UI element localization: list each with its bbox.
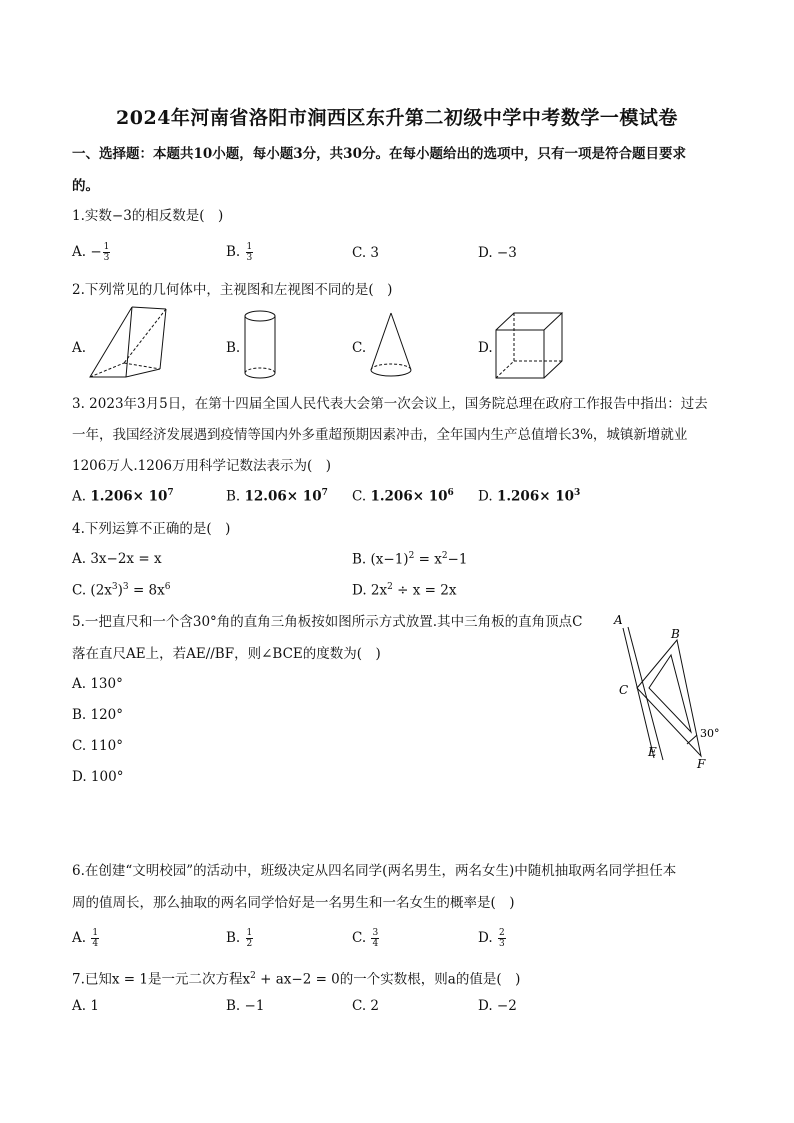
- q4-stem: 4.下列运算不正确的是( ): [72, 521, 231, 537]
- q4-option-d: D. $2x^2 \div x = 2x$: [352, 582, 457, 599]
- q4-option-c: C. $(2x^3)^3 = 8x^6$: [72, 582, 171, 599]
- q3-stem-line1: 3. 2023年3月5日，在第十四届全国人民代表大会第一次会议上，国务院总理在政府工作报告中指出：过去: [72, 396, 708, 412]
- q2-stem: 2.下列常见的几何体中，主视图和左视图不同的是( ): [72, 282, 393, 298]
- q3-option-d: D. $1.206\times 10^3$: [478, 488, 581, 505]
- q7-option-a: A. 1: [72, 998, 99, 1014]
- q2-option-d: D.: [478, 340, 493, 356]
- q6-option-a: A. $\frac{1}{4}$: [72, 928, 99, 949]
- q3-option-c: C. $1.206\times 10^6$: [352, 488, 454, 505]
- q5-stem-line2: 落在直尺AE上，若AE//BF，则∠BCE的度数为( ): [72, 646, 381, 662]
- q6-option-d: D. $\frac{2}{3}$: [478, 928, 505, 949]
- q7-option-b: B. −1: [226, 998, 265, 1014]
- q6-stem-line1: 6.在创建“文明校园”的活动中，班级决定从四名同学(两名男生，两名女生)中随机抽取两名同学担任本: [72, 863, 677, 879]
- ruler-triangle-figure: [605, 610, 730, 778]
- fig-label-e: E: [648, 745, 657, 759]
- q7-option-c: C. 2: [352, 998, 380, 1014]
- q2-option-a: A.: [72, 340, 87, 356]
- q4-option-b: B. $(x-1)^2 = x^2-1$: [352, 551, 468, 568]
- q1-option-b: B. $\frac{1}{3}$: [226, 242, 253, 263]
- fig-angle-label: 30°: [700, 727, 720, 740]
- q1-stem: 1.实数−3的相反数是( ): [72, 208, 224, 224]
- q5-option-c: C. 110°: [72, 738, 123, 754]
- q3-stem-line2: 一年，我国经济发展遇到疫情等国内外多重超预期因素冲击，全年国内生产总值增长3%，城镇新增就业: [72, 427, 688, 443]
- q7-option-d: D. −2: [478, 998, 517, 1014]
- fig-label-a: A: [614, 613, 623, 627]
- q5-stem-line1: 5.一把直尺和一个含30°角的直角三角板按如图所示方式放置.其中三角板的直角顶点C: [72, 614, 583, 630]
- q5-option-d: D. 100°: [72, 769, 124, 785]
- section-header-line1: 一、选择题：本题共10小题，每小题3分，共30分。在每小题给出的选项中，只有一项是符合题目要求: [72, 146, 686, 162]
- triangular-prism-figure: [86, 303, 176, 381]
- q6-option-b: B. $\frac{1}{2}$: [226, 928, 253, 949]
- q3-option-b: B. $12.06\times 10^7$: [226, 488, 328, 505]
- q1-option-a: A. − $\frac{1}{3}$: [72, 242, 110, 263]
- q4-option-a: A. 3x−2x = x: [72, 551, 162, 567]
- cube-figure: [492, 310, 570, 382]
- q6-stem-line2: 周的值周长，那么抽取的两名同学恰好是一名男生和一名女生的概率是( ): [72, 895, 515, 911]
- q3-option-a: A. $1.206\times 10^7$: [72, 488, 174, 505]
- cylinder-figure: [240, 307, 280, 382]
- q1-a-fraction: $\frac{1}{3}$: [103, 242, 110, 263]
- q1-option-c: C. 3: [352, 245, 380, 261]
- q7-stem: 7.已知x = 1是一元二次方程$x^2 + ax-2 = 0$的一个实数根，则a的值是( ): [72, 971, 521, 988]
- q5-option-b: B. 120°: [72, 707, 124, 723]
- q1-option-d: D. −3: [478, 245, 517, 261]
- page-title: 2024年河南省洛阳市涧西区东升第二初级中学中考数学一模试卷: [116, 107, 678, 129]
- fig-label-f: F: [697, 757, 706, 771]
- q6-option-c: C. $\frac{3}{4}$: [352, 928, 379, 949]
- cone-figure: [366, 310, 416, 382]
- q5-option-a: A. 130°: [72, 676, 123, 692]
- q2-option-b: B.: [226, 340, 241, 356]
- q1-b-fraction: $\frac{1}{3}$: [246, 242, 253, 263]
- fig-label-b: B: [671, 627, 680, 641]
- fig-label-c: C: [619, 683, 629, 697]
- q2-option-c: C.: [352, 340, 367, 356]
- section-header-line2: 的。: [72, 178, 99, 194]
- q3-stem-line3: 1206万人.1206万用科学记数法表示为( ): [72, 458, 332, 474]
